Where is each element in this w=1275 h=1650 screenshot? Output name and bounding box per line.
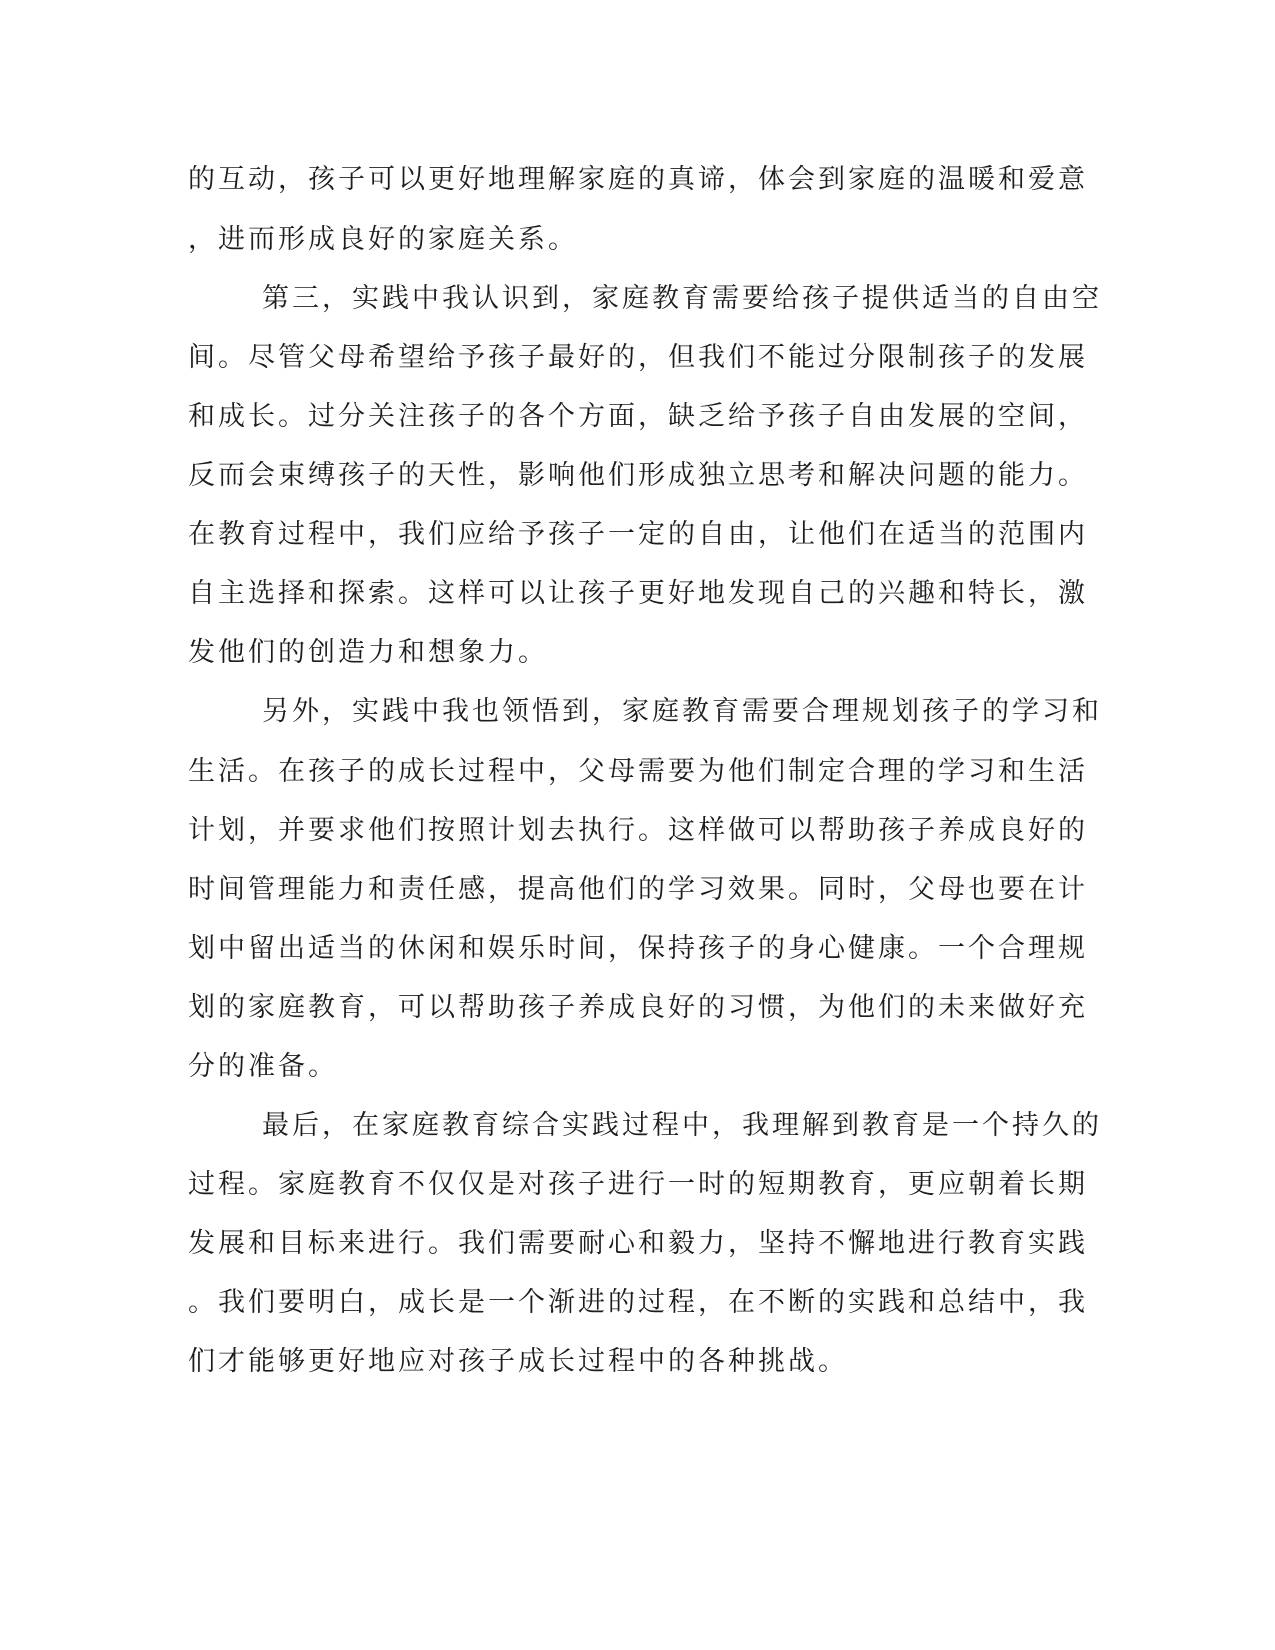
text-line: ，进而形成良好的家庭关系。 (188, 224, 578, 255)
text-line: 过程。家庭教育不仅仅是对孩子进行一时的短期教育，更应朝着长期 (188, 1169, 1088, 1200)
text-line: 的互动，孩子可以更好地理解家庭的真谛，体会到家庭的温暖和爱意 (188, 164, 1088, 195)
text-line: 生活。在孩子的成长过程中，父母需要为他们制定合理的学习和生活 (188, 756, 1088, 787)
text-line: 划中留出适当的休闲和娱乐时间，保持孩子的身心健康。一个合理规 (188, 933, 1088, 964)
text-line: 反而会束缚孩子的天性，影响他们形成独立思考和解决问题的能力。 (188, 460, 1088, 491)
text-line: 和成长。过分关注孩子的各个方面，缺乏给予孩子自由发展的空间， (188, 401, 1088, 432)
text-line: 。我们要明白，成长是一个渐进的过程，在不断的实践和总结中，我 (188, 1287, 1088, 1318)
text-line: 发他们的创造力和想象力。 (188, 637, 548, 668)
text-line: 发展和目标来进行。我们需要耐心和毅力，坚持不懈地进行教育实践 (188, 1228, 1088, 1259)
text-line: 时间管理能力和责任感，提高他们的学习效果。同时，父母也要在计 (188, 874, 1088, 905)
text-line: 自主选择和探索。这样可以让孩子更好地发现自己的兴趣和特长，激 (188, 578, 1088, 609)
text-line: 计划，并要求他们按照计划去执行。这样做可以帮助孩子养成良好的 (188, 815, 1088, 846)
text-line: 在教育过程中，我们应给予孩子一定的自由，让他们在适当的范围内 (188, 519, 1088, 550)
text-line: 间。尽管父母希望给予孩子最好的，但我们不能过分限制孩子的发展 (188, 342, 1088, 373)
paragraph-start-line: 另外，实践中我也领悟到，家庭教育需要合理规划孩子的学习和 (262, 696, 1102, 727)
text-line: 划的家庭教育，可以帮助孩子养成良好的习惯，为他们的未来做好充 (188, 992, 1088, 1023)
paragraph-start-line: 第三，实践中我认识到，家庭教育需要给孩子提供适当的自由空 (262, 283, 1102, 314)
paragraph-start-line: 最后，在家庭教育综合实践过程中，我理解到教育是一个持久的 (262, 1110, 1102, 1141)
text-line: 们才能够更好地应对孩子成长过程中的各种挑战。 (188, 1346, 848, 1377)
text-line: 分的准备。 (188, 1051, 338, 1082)
